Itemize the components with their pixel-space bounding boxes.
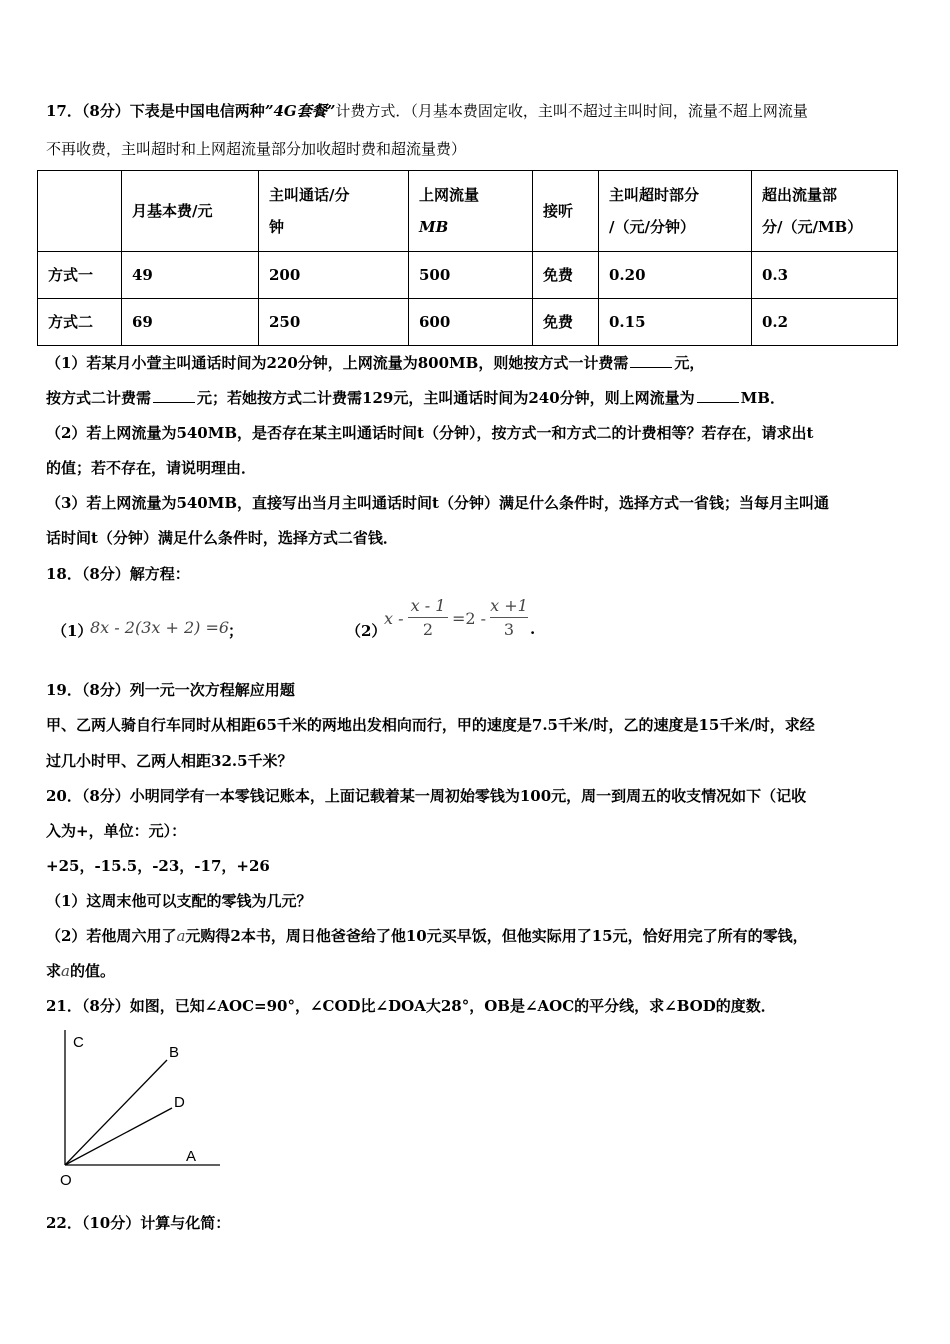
q17-p1-d: 元；若她按方式二计费需129元，主叫通话时间为240分钟，则上网流量为 <box>197 389 695 407</box>
point-label-c: C <box>73 1034 84 1051</box>
fraction-denominator: 2 <box>422 620 434 639</box>
table-header-cell: 月基本费/元 <box>122 171 259 252</box>
q17-part3-line1: （3）若上网流量为540MB，直接写出当月主叫通话时间t（分钟）满足什么条件时，选择方式一省钱；当每月主叫通 <box>46 494 829 512</box>
table-cell: 0.15 <box>599 299 752 346</box>
q20-line3: +25，-15.5，-23，-17，+26 <box>46 857 270 875</box>
q17-part1-line1 <box>46 353 704 373</box>
table-cell: 49 <box>122 252 259 299</box>
q17-part1-line2 <box>46 388 785 408</box>
answer-blank <box>630 353 672 368</box>
answer-blank <box>153 388 195 403</box>
q18-fraction2 <box>490 596 528 639</box>
header-text: /（元/分钟） <box>609 218 695 236</box>
point-label-a: A <box>186 1148 197 1165</box>
table-header-cell <box>259 171 409 252</box>
q17-p1-a: （1）若某月小萱主叫通话时间为220分钟，上网流量为800MB，则她按方式一计费需 <box>46 354 629 372</box>
table-header-row <box>38 171 898 252</box>
header-text: 主叫通话/分 <box>269 186 350 204</box>
q20-p2-c: 求 <box>46 962 62 980</box>
table-cell: 69 <box>122 299 259 346</box>
variable-a: a <box>176 927 186 945</box>
fraction-bar <box>490 617 528 618</box>
q17-intro-line1 <box>46 101 808 121</box>
q17-p1-e: MB． <box>740 389 785 407</box>
table-cell: 方式一 <box>38 252 122 299</box>
fraction-numerator: x - 1 <box>410 596 446 615</box>
table-header-cell <box>599 171 752 252</box>
fraction-numerator: x +1 <box>490 596 528 615</box>
q20-part2-line1 <box>46 926 808 946</box>
q21-text: 21．（8分）如图，已知∠AOC=90°，∠COD比∠DOA大28°，OB是∠AOC的平分线，求∠BOD的度数． <box>46 997 776 1015</box>
ray-od <box>65 1108 172 1165</box>
q18-part1-end: ； <box>228 622 244 640</box>
answer-blank <box>697 388 739 403</box>
table-cell: 200 <box>259 252 409 299</box>
q22-title: 22．（10分）计算与化简： <box>46 1214 231 1232</box>
q17-intro-a: 17．（8分）下表是中国电信两种 <box>46 102 265 120</box>
q17-part2-line1: （2）若上网流量为540MB，是否存在某主叫通话时间t（分钟），按方式一和方式二的计费相等？若存在，请求出t <box>46 424 814 442</box>
header-text: 分/（元/MB） <box>762 218 863 236</box>
point-label-o: O <box>60 1172 72 1189</box>
q18-eq2-x: x - <box>384 609 404 628</box>
q17-intro-line2: 不再收费，主叫超时和上网超流量部分加收超时费和超流量费） <box>46 140 467 158</box>
q20-part2-line2 <box>46 961 115 981</box>
table-cell: 600 <box>409 299 533 346</box>
ray-ob <box>65 1060 167 1165</box>
table-cell: 免费 <box>533 252 599 299</box>
q17-part3-line2: 话时间t（分钟）满足什么条件时，选择方式二省钱． <box>46 529 398 547</box>
fraction-denominator: 3 <box>503 620 515 639</box>
header-text: 主叫超时部分 <box>609 186 700 204</box>
q18-fraction1 <box>408 596 448 639</box>
fee-table <box>37 170 898 346</box>
header-text: 上网流量 <box>419 186 480 204</box>
q18-part2-label: （2） <box>346 622 387 640</box>
q18-equation1: 8x - 2(3x + 2) =6 <box>90 618 230 637</box>
header-text: 钟 <box>269 218 285 236</box>
table-cell: 0.3 <box>752 252 898 299</box>
q20-line2: 入为+，单位：元）： <box>46 822 187 840</box>
table-header-cell: 接听 <box>533 171 599 252</box>
q19-line1: 甲、乙两人骑自行车同时从相距65千米的两地出发相向而行，甲的速度是7.5千米/时，乙的速度是15千米/时，求经 <box>46 716 815 734</box>
q17-intro-b: ”4G套餐” <box>264 102 336 120</box>
q17-p1-b: 元， <box>674 354 705 372</box>
variable-a: a <box>61 962 70 980</box>
q19-title: 19．（8分）列一元一次方程解应用题 <box>46 681 295 699</box>
table-cell: 500 <box>409 252 533 299</box>
table-row <box>38 252 898 299</box>
table-cell: 0.20 <box>599 252 752 299</box>
table-row <box>38 299 898 346</box>
q18-eq2-mid: =2 - <box>452 609 487 628</box>
table-header-cell <box>409 171 533 252</box>
q18-title: 18．（8分）解方程： <box>46 565 190 583</box>
header-text: MB <box>419 218 449 236</box>
table-cell: 免费 <box>533 299 599 346</box>
point-label-d: D <box>174 1094 185 1111</box>
q19-line2: 过几小时甲、乙两人相距32.5千米？ <box>46 752 293 770</box>
q20-p2-d: 的值。 <box>69 962 115 980</box>
q20-line1: 20．（8分）小明同学有一本零钱记账本，上面记载着某一周初始零钱为100元，周一到周五的收支情况如下（记收 <box>46 787 807 805</box>
q20-p2-a: （2）若他周六用了 <box>46 927 177 945</box>
table-header-cell <box>38 171 122 252</box>
q18-part2-end: . <box>530 620 536 638</box>
header-text: 超出流量部 <box>762 186 838 204</box>
q20-p2-b: 元购得2本书，周日他爸爸给了他10元买早饭，但他实际用了15元，恰好用完了所有的零钱， <box>185 927 808 945</box>
fraction-bar <box>408 617 448 618</box>
table-header-cell <box>752 171 898 252</box>
table-cell: 250 <box>259 299 409 346</box>
point-label-b: B <box>169 1044 180 1061</box>
table-cell: 方式二 <box>38 299 122 346</box>
q20-part1: （1）这周末他可以支配的零钱为几元？ <box>46 892 312 910</box>
q17-p1-c: 按方式二计费需 <box>46 389 152 407</box>
table-cell: 0.2 <box>752 299 898 346</box>
q17-intro-c: 计费方式．（月基本费固定收，主叫不超过主叫时间，流量不超上网流量 <box>335 102 808 120</box>
q18-part1-label: （1） <box>52 622 93 640</box>
q17-part2-line2: 的值；若不存在，请说明理由． <box>46 459 257 477</box>
